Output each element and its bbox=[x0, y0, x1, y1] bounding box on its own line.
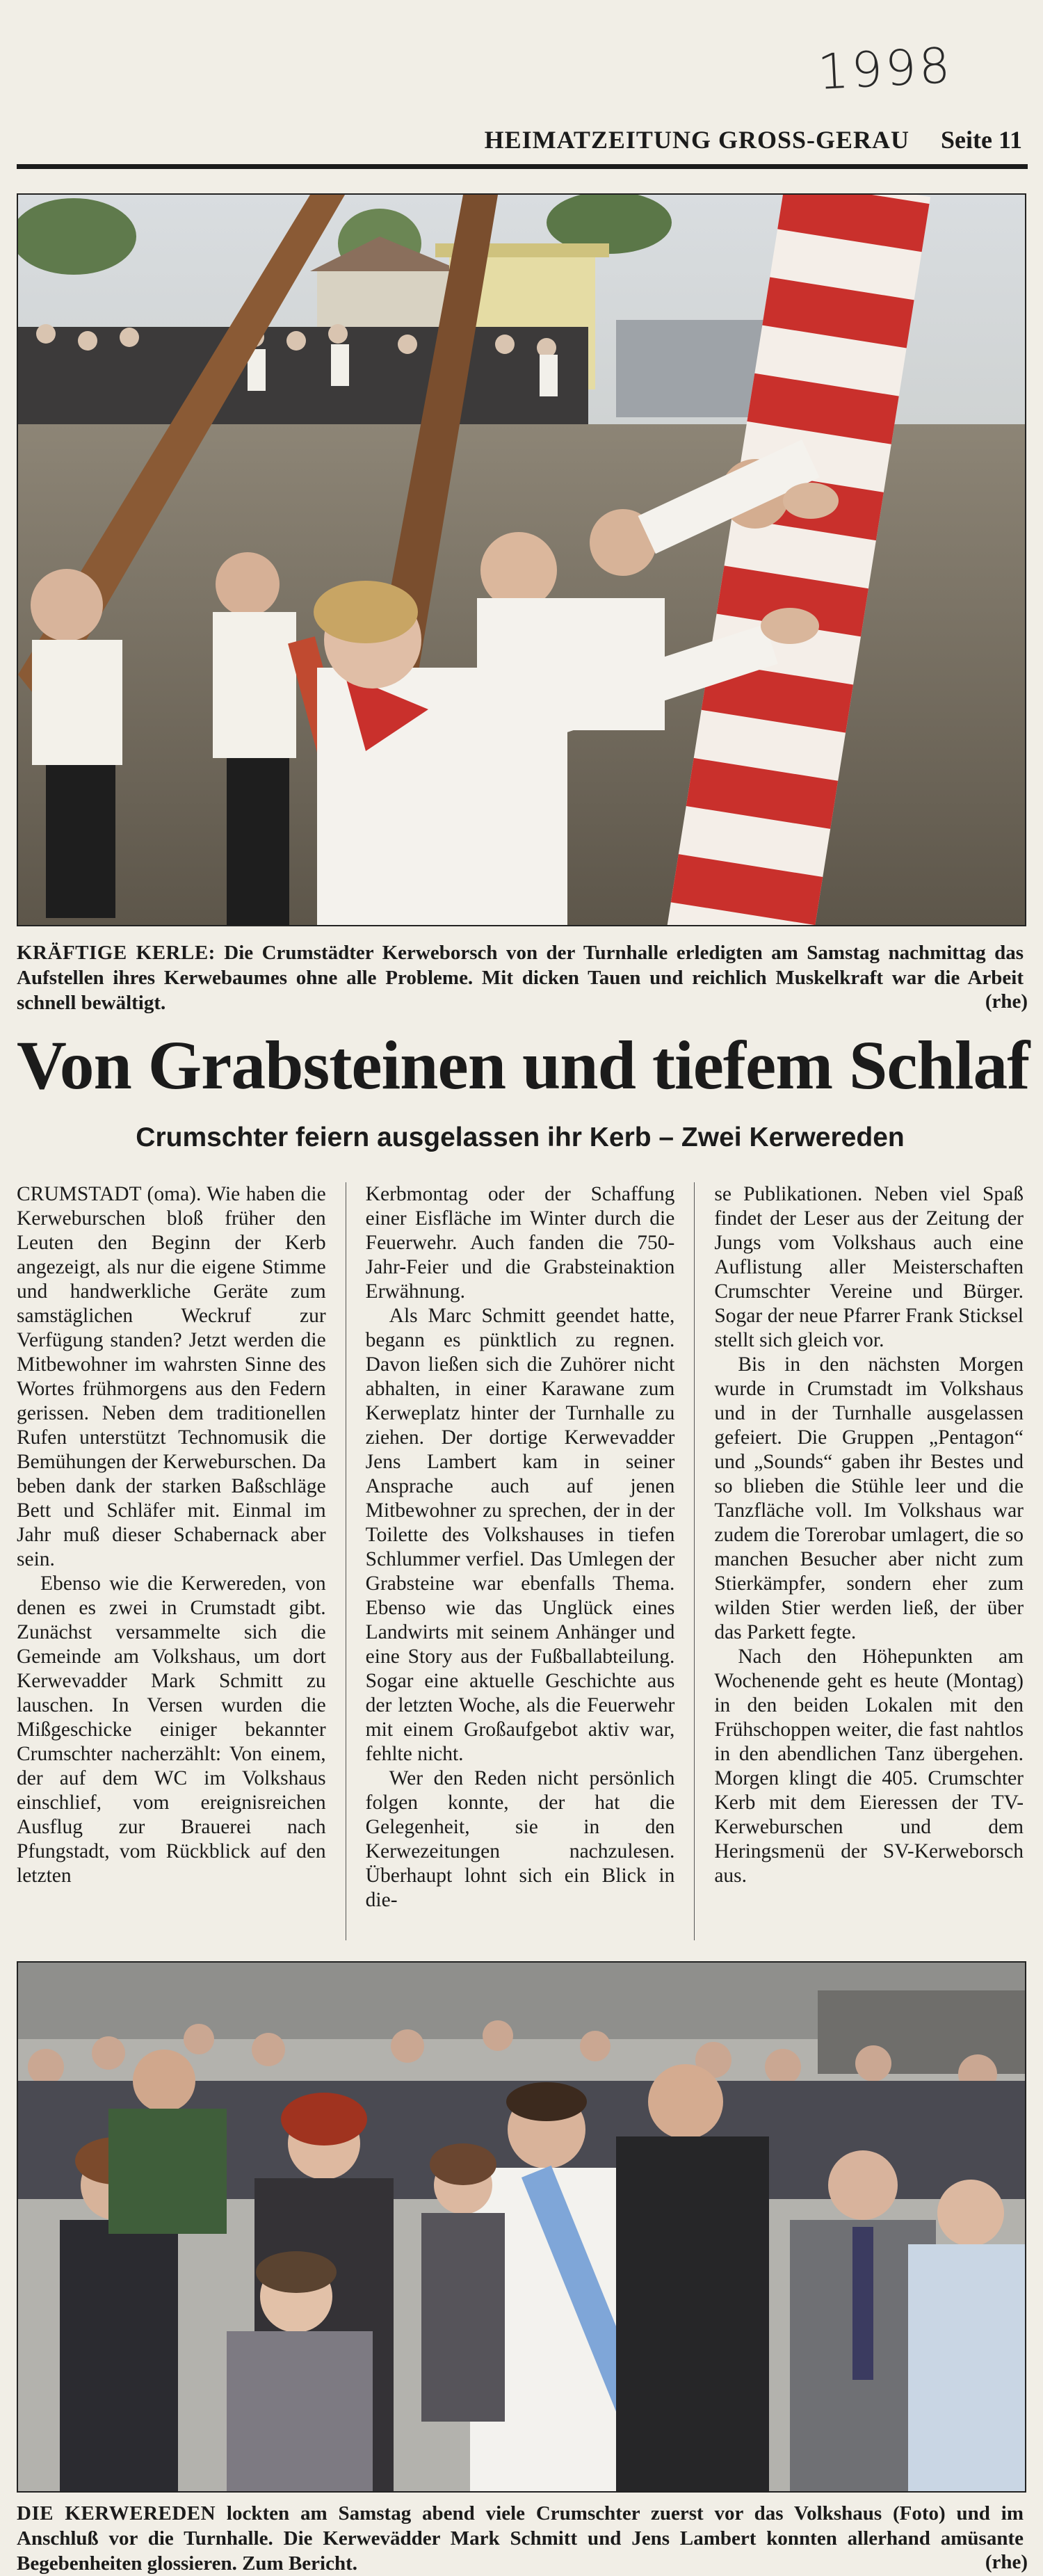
photo-raising-kerwebaum bbox=[17, 193, 1026, 926]
article-paragraph: Als Marc Schmitt geendet hatte, begann es pünktlich zu regnen. Davon ließen sich die Zuhörer nicht abhalten, in einer Karawane zum Kerweplatz hinter der Turnhalle zu ziehen. Der dortige Kerwevadder Jens Lambert kam in seiner Ansprache auch auf jenen Mitbewohner zu sprechen, der in der Toilette des Volkshauses in tiefen Schlummer verfiel. Das Umlegen der Grabsteine war ebenfalls Thema. Ebenso wie das Unglück eines Landwirts mit seinem Anhänger und eine Story aus der Fußballabteilung. Sogar eine aktuelle Geschichte aus der letzten Woche, als die Feuerwehr mit einem Großaufgebot aktiv war, fehlte nicht. bbox=[365, 1305, 675, 1765]
article-paragraph: Wer den Reden nicht persönlich folgen konnte, der hat die Gelegenheit, sie in den Kerwezeitungen nachzulesen. Überhaupt lohnt sich ein Blick in die- bbox=[365, 1767, 675, 1911]
photo2-caption-text: lockten am Samstag abend viele Crumschter zuerst vor das Volkshaus (Foto) und im Anschluß vor die Turnhalle. Die Kerwevädder Mark Schmitt und Jens Lambert konnten allerhand amüsante Begebenheiten glossieren. Zum Bericht. bbox=[17, 2502, 1024, 2575]
article-paragraph: Kerbmontag oder der Schaffung einer Eisfläche im Winter durch die Feuerwehr. Auch fanden die 750-Jahr-Feier und die Grabsteinaktion Erwähnung. bbox=[365, 1183, 675, 1303]
article-headline: Von Grabsteinen und tiefem Schlaf bbox=[17, 1027, 1030, 1104]
newspaper-name: HEIMATZEITUNG GROSS-GERAU bbox=[484, 126, 909, 154]
photo2-caption-lead: DIE KERWEREDEN bbox=[17, 2502, 216, 2525]
article-column-3 bbox=[714, 1182, 1024, 1940]
photo1-caption-lead: KRÄFTIGE KERLE: bbox=[17, 942, 216, 964]
article-paragraph: Ebenso wie die Kerwereden, von denen es zwei in Crumstadt gibt. Zunächst versammelte sich die Gemeinde am Volkshaus, um dort Kerwevadder Mark Schmitt zu lauschen. In Versen wurden die Mißgeschicke einiger bekannter Crumschter nacherzählt: Von einem, der auf dem WC im Volkshaus einschlief, vom ereignisreichen Ausflug zur Brauerei nach Pfungstadt, vom Rückblick auf den letzten bbox=[17, 1572, 326, 1887]
photo2-credit: (rhe) bbox=[985, 2551, 1028, 2573]
photo-kerwereden-crowd bbox=[17, 1961, 1026, 2493]
photo1-caption-text: Die Crumstädter Kerweborsch von der Turnhalle erledigten am Samstag nachmittag das Aufstellen ihres Kerwebaumes ohne alle Probleme. Mit dicken Tauen und reichlich Muskelkraft war die Arbeit schnell bewältigt. bbox=[17, 942, 1024, 1014]
newspaper-header bbox=[17, 118, 1028, 169]
page-number: Seite 11 bbox=[941, 126, 1022, 154]
handwritten-year: 1998 bbox=[816, 36, 955, 102]
article-column-2 bbox=[366, 1182, 675, 1940]
article-subheadline: Crumschter feiern ausgelassen ihr Kerb – Zwei Kerwereden bbox=[136, 1122, 905, 1152]
article-body bbox=[17, 1182, 1024, 1940]
article-column-1 bbox=[17, 1182, 326, 1940]
photo1-credit: (rhe) bbox=[985, 990, 1028, 1013]
photo2-caption bbox=[17, 2501, 1024, 2576]
article-paragraph: Nach den Höhepunkten am Wochenende geht es heute (Montag) in den beiden Lokalen mit den Frühschoppen weiter, die fast nahtlos in den abendlichen Tanz übergehen. Morgen klingt die 405. Crumschter Kerb mit dem Eieressen der TV-Kerweburschen und dem Heringsmenü der SV-Kerweborsch aus. bbox=[714, 1645, 1024, 1887]
article-paragraph: se Publikationen. Neben viel Spaß findet der Leser aus der Zeitung der Jungs vom Volkshaus auch eine Auflistung aller Meisterschaften Crumschter Vereine und Bürger. Sogar der neue Pfarrer Frank Sticksel stellt sich gleich vor. bbox=[714, 1183, 1024, 1351]
photo1-caption bbox=[17, 940, 1024, 1015]
article-paragraph: CRUMSTADT (oma). Wie haben die Kerweburschen bloß früher den Leuten den Beginn der Kerb angezeigt, als nur die eigene Stimme und handwerkliche Geräte zum samstäglichen Weckruf zur Verfügung standen? Jetzt werden die Mitbewohner im wahrsten Sinne des Wortes frühmorgens aus den Federn gerissen. Neben dem traditionellen Rufen unterstützt Technomusik die Bemühungen der Kerweburschen. Da beben dank der starken Baßschläge Bett und Schläfer mit. Einmal im Jahr muß dieser Schabernack aber sein. bbox=[17, 1183, 326, 1570]
article-paragraph: Bis in den nächsten Morgen wurde in Crumstadt im Volkshaus und in der Turnhalle ausgelassen gefeiert. Die Gruppen „Pentagon“ und „Sounds“ gaben ihr Bestes und so blieben die Stühle leer und die Tanzfläche voll. Im Volkshaus war zudem die Torerobar umlagert, die so manchen Besucher aber nicht zum Stierkämpfer, sondern eher zum wilden Stier werden ließ, der über das Parkett fegte. bbox=[714, 1353, 1024, 1643]
column-divider bbox=[694, 1182, 695, 1940]
